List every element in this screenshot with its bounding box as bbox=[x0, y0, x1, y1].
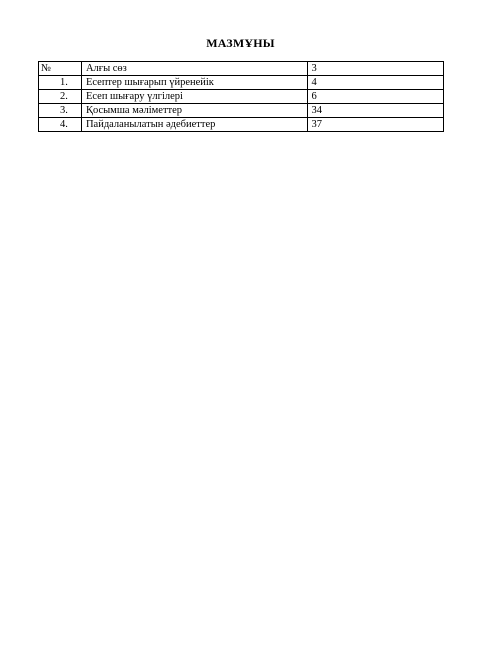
number-cell bbox=[39, 118, 82, 132]
table-of-contents bbox=[38, 61, 444, 132]
row-number: 1. bbox=[60, 76, 68, 88]
item-title-cell: Қосымша мәліметтер bbox=[81, 104, 307, 118]
number-cell bbox=[39, 90, 82, 104]
number-cell: № bbox=[39, 62, 82, 76]
page-title: МАЗМҰНЫ bbox=[206, 36, 275, 50]
page-number-cell: 6 bbox=[307, 90, 443, 104]
row-number: 2. bbox=[60, 90, 68, 102]
page-number-cell: 34 bbox=[307, 104, 443, 118]
row-number: 3. bbox=[60, 104, 68, 116]
number-cell bbox=[39, 76, 82, 90]
table-row bbox=[39, 118, 444, 132]
page-number-cell: 3 bbox=[307, 62, 443, 76]
page-number-cell: 37 bbox=[307, 118, 443, 132]
table-row bbox=[39, 90, 444, 104]
table-row bbox=[39, 76, 444, 90]
table-row bbox=[39, 62, 444, 76]
item-title-cell: Алғы сөз bbox=[81, 62, 307, 76]
number-cell bbox=[39, 104, 82, 118]
item-title-cell: Есептер шығарып үйренейік bbox=[81, 76, 307, 90]
item-title-cell: Пайдаланылатын әдебиеттер bbox=[81, 118, 307, 132]
page-number-cell: 4 bbox=[307, 76, 443, 90]
table-row bbox=[39, 104, 444, 118]
row-number: 4. bbox=[60, 118, 68, 130]
item-title-cell: Есеп шығару үлгілері bbox=[81, 90, 307, 104]
